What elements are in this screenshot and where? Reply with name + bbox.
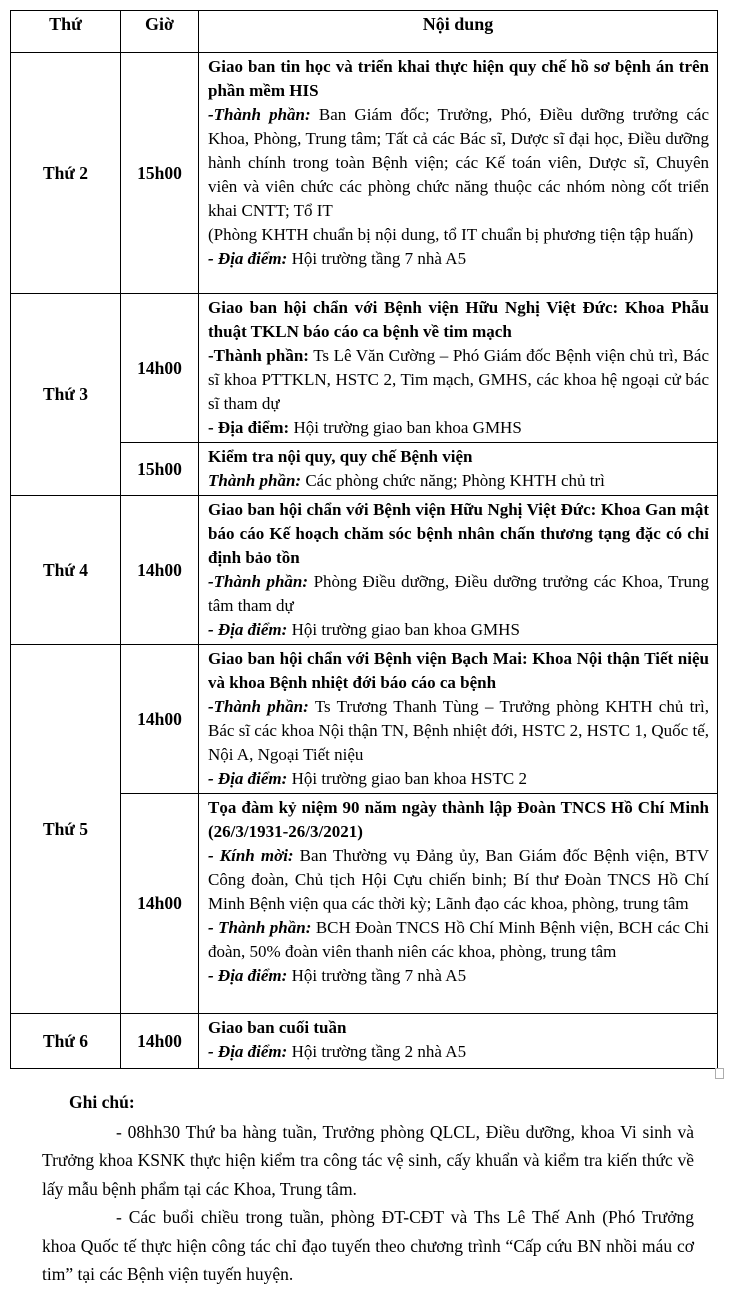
note-paragraph: - 08hh30 Thứ ba hàng tuần, Trưởng phòng QLCL, Điều dưỡng, khoa Vi sinh và Trưởng khoa KSNK thực hiện kiểm tra công tác vệ sinh, cấy khuẩn và kiểm tra kiến thức về lấy mẫu bệnh phẩm tại các Khoa, Trung tâm.: [42, 1121, 694, 1199]
event-detail: [208, 618, 709, 642]
detail-label: Giao ban cuối tuần: [208, 1018, 347, 1037]
event-title: [208, 647, 709, 695]
content-cell: [199, 1014, 718, 1069]
detail-text: Ban Thường vụ Đảng ủy, Ban Giám đốc Bệnh viện, BTV Công đoàn, Chủ tịch Hội Cựu chiến binh; Bí thư Đoàn TNCS Hồ Chí Minh Bệnh viện qua các thời kỳ; Lãnh đạo các khoa, phòng, trung tâm: [208, 846, 709, 913]
time-cell: 15h00: [121, 443, 199, 496]
detail-text: BCH Đoàn TNCS Hồ Chí Minh Bệnh viện, BCH các Chi đoàn, 50% đoàn viên thanh niên các khoa, phòng, trung tâm: [208, 918, 709, 961]
detail-label: Giao ban hội chẩn với Bệnh viện Hữu Nghị Việt Đức: Khoa Gan mật báo cáo Kế hoạch chăm sóc bệnh nhân chấn thương tạng đặc có chỉ định bảo tồn: [208, 500, 709, 567]
event-detail: [208, 103, 709, 223]
detail-label: - Kính mời:: [208, 846, 294, 865]
detail-label: - Địa điểm:: [208, 769, 288, 788]
content-cell: [199, 53, 718, 294]
detail-text: Hội trường giao ban khoa GMHS: [289, 418, 522, 437]
detail-label: - Địa điểm:: [208, 418, 290, 437]
detail-text: Hội trường tầng 2 nhà A5: [287, 1042, 467, 1061]
detail-label: - Địa điểm:: [208, 1042, 288, 1061]
event-title: [208, 445, 709, 469]
detail-text: Hội trường giao ban khoa HSTC 2: [287, 769, 527, 788]
content-cell: [199, 794, 718, 1014]
schedule-row: [11, 645, 718, 794]
detail-text: Phòng Điều dưỡng, Điều dưỡng trưởng các Khoa, Trung tâm tham dự: [208, 572, 710, 615]
schedule-row: [11, 496, 718, 645]
detail-label: - Địa điểm:: [208, 620, 288, 639]
content-cell: [199, 294, 718, 443]
time-cell: 15h00: [121, 53, 199, 294]
detail-label: Thành phần:: [208, 471, 302, 490]
day-cell: Thứ 3: [11, 294, 121, 496]
event-detail: [208, 344, 709, 416]
detail-label: -Thành phần:: [208, 697, 309, 716]
table-resize-handle[interactable]: [715, 1068, 724, 1079]
event-detail: [208, 695, 709, 767]
time-cell: 14h00: [121, 496, 199, 645]
event-detail: [208, 844, 709, 916]
time-cell: 14h00: [121, 1014, 199, 1069]
detail-text: (Phòng KHTH chuẩn bị nội dung, tổ IT chuẩn bị phương tiện tập huấn): [208, 225, 694, 244]
day-cell: Thứ 2: [11, 53, 121, 294]
notes-heading: Ghi chú:: [69, 1092, 135, 1112]
event-title: [208, 1016, 709, 1040]
detail-label: Giao ban hội chẩn với Bệnh viện Hữu Nghị Việt Đức: Khoa Phẫu thuật TKLN báo cáo ca bệnh về tim mạch: [208, 298, 709, 341]
detail-text: Hội trường giao ban khoa GMHS: [287, 620, 520, 639]
day-cell: Thứ 4: [11, 496, 121, 645]
event-detail: [208, 247, 709, 271]
detail-label: Giao ban tin học và triển khai thực hiện quy chế hồ sơ bệnh án trên phần mềm HIS: [208, 57, 709, 100]
detail-label: -Thành phần:: [208, 105, 311, 124]
table-header-row: [11, 11, 718, 53]
time-cell: 14h00: [121, 794, 199, 1014]
event-title: [208, 498, 709, 570]
column-header-time: Giờ: [121, 11, 199, 53]
event-title: [208, 296, 709, 344]
event-detail: [208, 416, 709, 440]
detail-text: Ts Trương Thanh Tùng – Trưởng phòng KHTH chủ trì, Bác sĩ các khoa Nội thận TN, Bệnh nhiệt đới, HSTC 2, HSTC 1, Quốc tế, Nội A, Ngoại Tiết niệu: [208, 697, 710, 764]
content-cell: [199, 496, 718, 645]
detail-text: Ts Lê Văn Cường – Phó Giám đốc Bệnh viện chủ trì, Bác sĩ khoa PTTKLN, HSTC 2, Tim mạch, GMHS, các khoa hệ ngoại cử bác sĩ tham dự: [208, 346, 709, 413]
time-cell: 14h00: [121, 294, 199, 443]
detail-label: -Thành phần:: [208, 572, 309, 591]
time-cell: 14h00: [121, 645, 199, 794]
detail-label: - Thành phần:: [208, 918, 312, 937]
column-header-day: Thứ: [11, 11, 121, 53]
day-cell: Thứ 5: [11, 645, 121, 1014]
event-title: [208, 796, 709, 844]
notes-section: [42, 1088, 694, 1289]
detail-text: Ban Giám đốc; Trưởng, Phó, Điều dưỡng trưởng các Khoa, Phòng, Trung tâm; Tất cả các Bác sĩ, Dược sĩ đại học, Điều dưỡng hành chính trong toàn Bệnh viện; các Kế toán viên, Dược sĩ, Chuyên viên và viên chức các phòng chức năng thuộc các nhóm nòng cốt triển khai CNTT; Tổ IT: [208, 105, 709, 220]
event-title: [208, 55, 709, 103]
detail-label: Giao ban hội chẩn với Bệnh viện Bạch Mai: Khoa Nội thận Tiết niệu và khoa Bệnh nhiệt đới báo cáo ca bệnh: [208, 649, 709, 692]
content-cell: [199, 443, 718, 496]
content-cell: [199, 645, 718, 794]
event-detail: [208, 469, 709, 493]
event-detail: [208, 916, 709, 964]
schedule-row: [11, 1014, 718, 1069]
detail-label: - Địa điểm:: [208, 966, 288, 985]
detail-label: Kiểm tra nội quy, quy chế Bệnh viện: [208, 447, 473, 466]
event-detail: [208, 767, 709, 791]
day-cell: Thứ 6: [11, 1014, 121, 1069]
schedule-row: [11, 294, 718, 443]
detail-text: Hội trường tầng 7 nhà A5: [287, 966, 467, 985]
column-header-content: Nội dung: [199, 11, 718, 53]
event-detail: [208, 223, 709, 247]
detail-text: Các phòng chức năng; Phòng KHTH chủ trì: [301, 471, 605, 490]
event-detail: [208, 964, 709, 988]
detail-label: Tọa đàm kỷ niệm 90 năm ngày thành lập Đoàn TNCS Hồ Chí Minh (26/3/1931-26/3/2021): [208, 798, 709, 841]
weekly-schedule-table: [10, 10, 718, 1069]
note-paragraph: - Các buổi chiều trong tuần, phòng ĐT-CĐT và Ths Lê Thế Anh (Phó Trưởng khoa Quốc tế thực hiện công tác chỉ đạo tuyến theo chương trình “Cấp cứu BN nhồi máu cơ tim” tại các Bệnh viện tuyến huyện.: [42, 1207, 694, 1284]
detail-label: -Thành phần:: [208, 346, 309, 365]
detail-label: - Địa điểm:: [208, 249, 288, 268]
schedule-row: [11, 53, 718, 294]
event-detail: [208, 1040, 709, 1064]
event-detail: [208, 570, 709, 618]
detail-text: Hội trường tầng 7 nhà A5: [287, 249, 467, 268]
